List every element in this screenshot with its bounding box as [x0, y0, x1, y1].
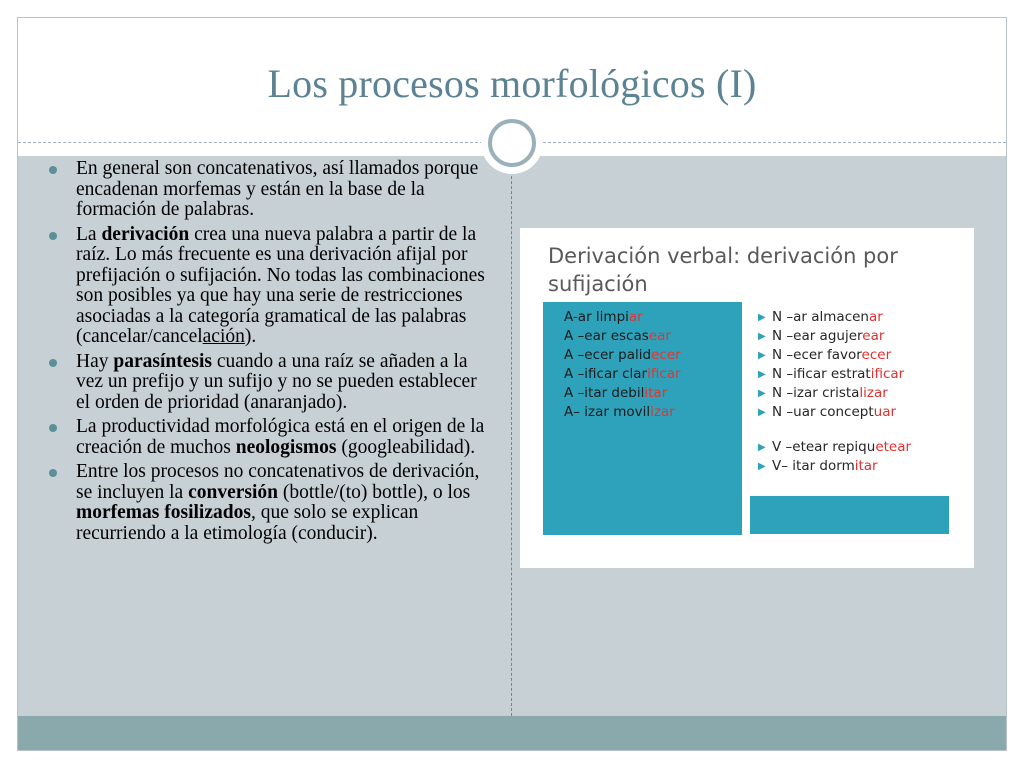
bullet-item: [46, 225, 494, 348]
noun-verb-derivation-list: [756, 308, 911, 476]
deriv-base: N –izar crista: [772, 385, 860, 401]
bullet-item: [46, 159, 494, 221]
bullet-dot-icon: [49, 232, 57, 240]
term-morfemas-fosilizados: morfemas fosilizados: [76, 502, 251, 523]
arrow-right-icon: ▶: [758, 350, 766, 361]
deriv-suffix: lizar: [859, 385, 888, 401]
bullet-dot-icon: [49, 424, 57, 432]
arrow-right-icon: ▶: [758, 369, 766, 380]
bullet-text: Entre los procesos no concatenativos de derivación, se incluyen la: [76, 461, 480, 503]
deriv-base: V– itar dorm: [772, 458, 855, 474]
deriv-base: N –ificar estrat: [772, 366, 871, 382]
deriv-base: A-ar limpi: [564, 309, 629, 325]
circle-ring-icon: [488, 119, 536, 167]
deriv-suffix: ar: [628, 309, 643, 325]
deriv-base: N –ear agujer: [772, 328, 863, 344]
term-parasintesis: parasíntesis: [113, 350, 212, 372]
term-conversion: conversión: [188, 481, 279, 503]
list-item: [564, 365, 681, 384]
deriv-base: A –ificar clar: [564, 366, 648, 382]
deriv-base: A –ecer palid: [564, 347, 652, 363]
list-item: [756, 384, 911, 403]
arrow-right-icon: ▶: [758, 407, 766, 418]
list-item: [756, 365, 911, 384]
list-item: [756, 308, 911, 327]
bullet-item: [46, 462, 494, 544]
list-item: [564, 403, 681, 422]
list-item: [756, 457, 911, 476]
bullet-text: ).: [244, 326, 257, 347]
deriv-suffix: ear: [862, 328, 885, 344]
bullet-dot-icon: [49, 166, 57, 174]
bullet-dot-icon: [49, 359, 57, 367]
deriv-suffix: etear: [875, 439, 912, 455]
title-divider-left: [18, 142, 483, 143]
bullet-text: La productividad morfológica está en el origen de la creación de muchos: [76, 416, 485, 458]
arrow-right-icon: ▶: [758, 442, 766, 453]
column-divider: [511, 156, 512, 716]
list-item: [756, 438, 911, 457]
deriv-suffix: uar: [873, 404, 897, 420]
arrow-right-icon: ▶: [758, 461, 766, 472]
bullet-dot-icon: [49, 469, 57, 477]
bullet-text: , que solo se explican recurriendo a la etimología (conducir).: [76, 502, 419, 544]
term-neologismos: neologismos: [235, 436, 337, 458]
list-item: [564, 308, 681, 327]
derivation-figure: [520, 228, 974, 568]
deriv-base: A –ear escas: [564, 328, 649, 344]
deriv-base: A– izar movil: [564, 404, 651, 420]
bullet-text: cuando a una raíz se añaden a la vez un prefijo y un sufijo y no se pueden establecer el orden de prioridad (anaranjado).: [76, 350, 477, 413]
bullet-list: [46, 159, 494, 548]
list-item: [564, 346, 681, 365]
term-derivacion: derivación: [101, 223, 190, 245]
deriv-suffix: izar: [650, 404, 675, 420]
bullet-text: crea una nueva palabra a partir de la raíz. Lo más frecuente es una derivación afijal por prefijación o sufijación. No todas las combinaciones son posibles ya que hay una serie de restricciones asociadas a la categoría gramatical de las palabras (cancelar/cancel: [76, 223, 485, 347]
slide-title: Los procesos morfológicos (I): [267, 61, 757, 106]
deriv-suffix: ecer: [861, 347, 892, 363]
title-divider-right: [543, 142, 1006, 143]
deriv-base: N –ecer favor: [772, 347, 862, 363]
deriv-base: V –etear repiqu: [772, 439, 876, 455]
bullet-item: [46, 417, 494, 458]
bullet-text: Hay: [76, 350, 114, 372]
adjective-derivation-list: [564, 308, 681, 422]
figure-title: Derivación verbal: derivación por sufijación: [548, 244, 898, 296]
bottom-bar: [18, 716, 1006, 750]
list-item: [564, 327, 681, 346]
deriv-suffix: ear: [648, 328, 671, 344]
arrow-right-icon: ▶: [758, 312, 766, 323]
deriv-suffix: ificar: [647, 366, 681, 382]
list-item: [756, 403, 911, 422]
list-item: [756, 327, 911, 346]
arrow-right-icon: ▶: [758, 331, 766, 342]
deriv-base: N –uar concept: [772, 404, 874, 420]
bullet-text: (bottle/(to) bottle), o los: [278, 481, 471, 503]
deriv-suffix: ar: [869, 309, 883, 325]
deriv-base: N –ar almacen: [772, 309, 869, 325]
deriv-suffix: ecer: [651, 347, 681, 363]
arrow-right-icon: ▶: [758, 388, 766, 399]
list-item: [756, 346, 911, 365]
bullet-text: La: [76, 223, 102, 245]
list-item: [564, 384, 681, 403]
underlined-suffix: ación: [202, 326, 245, 347]
figure-panel-right-bar: [750, 496, 949, 534]
deriv-suffix: itar: [854, 458, 878, 474]
bullet-text: En general son concatenativos, así llamados porque encadenan morfemas y están en la base de la formación de palabras.: [76, 158, 479, 220]
deriv-base: A –itar debil: [564, 385, 645, 401]
deriv-suffix: itar: [644, 385, 668, 401]
deriv-suffix: ificar: [870, 366, 905, 382]
bullet-item: [46, 352, 494, 414]
bullet-text: (googleabilidad).: [336, 436, 476, 458]
